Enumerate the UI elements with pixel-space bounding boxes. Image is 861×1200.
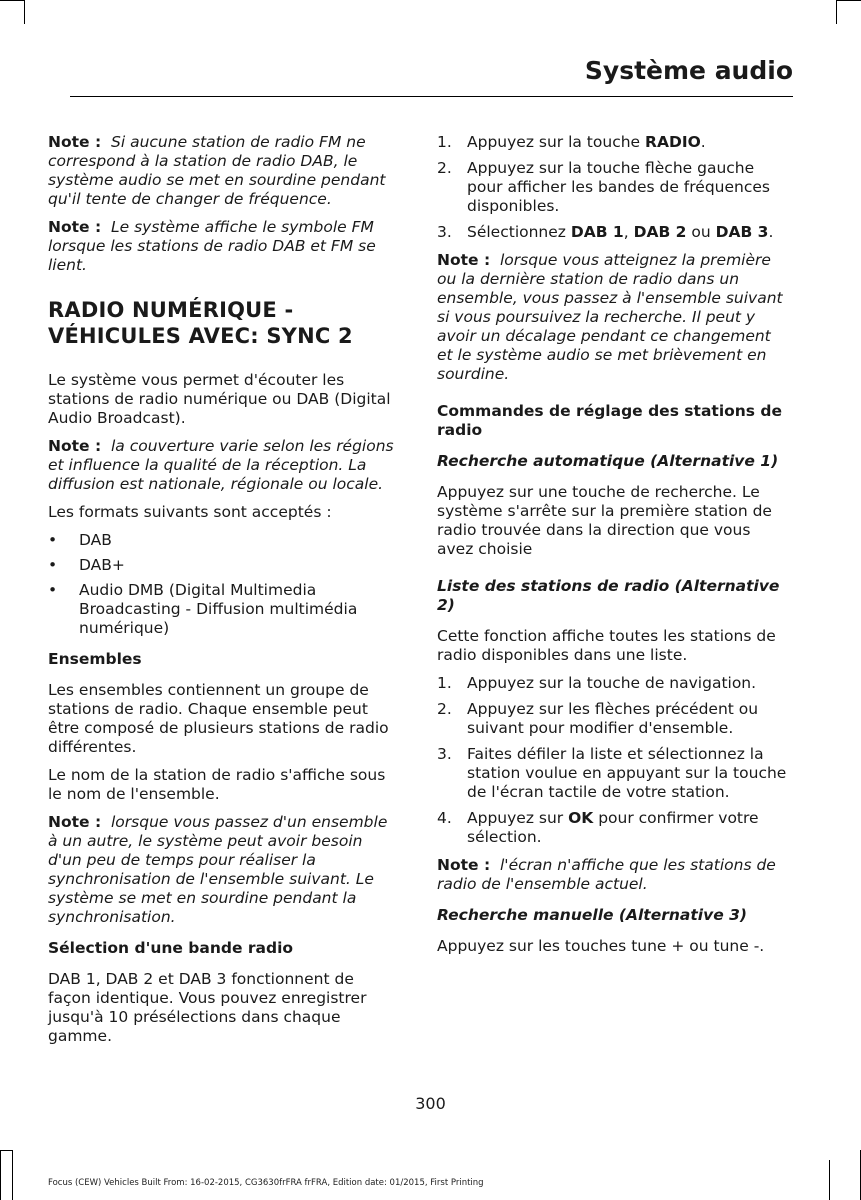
note-label: Note : bbox=[48, 133, 102, 151]
note-label: Note : bbox=[48, 813, 102, 831]
note-text: l'écran n'affiche que les stations de radio de l'ensemble actuel. bbox=[437, 856, 776, 893]
controls-heading: Commandes de réglage des stations de radio bbox=[437, 402, 783, 439]
header-divider bbox=[70, 96, 793, 97]
crop-mark bbox=[12, 1150, 13, 1200]
step-text: , bbox=[623, 223, 634, 241]
ensembles-paragraph-2: Le nom de la station de radio s'affiche sous le nom de l'ensemble. bbox=[48, 766, 386, 803]
step-key: DAB 1 bbox=[570, 223, 624, 241]
step-text: Appuyez sur bbox=[467, 809, 569, 827]
station-list-steps bbox=[437, 674, 789, 847]
crop-mark bbox=[837, 0, 861, 1]
ensembles-paragraph-1: Les ensembles contiennent un groupe de stations de radio. Chaque ensemble peut être composé de plusieurs stations de radio différentes. bbox=[48, 681, 389, 756]
footer-edition-info: Focus (CEW) Vehicles Built From: 16-02-2015, CG3630frFRA frFRA, Edition date: 01/2015, First Printing bbox=[48, 1178, 484, 1188]
step-text: Faites défiler la liste et sélectionnez la station voulue en appuyant sur la touche de l'écran tactile de votre station. bbox=[467, 745, 787, 801]
note-fm-symbol bbox=[48, 218, 400, 275]
step-text: . bbox=[700, 133, 706, 151]
intro-paragraph: Le système vous permet d'écouter les stations de radio numérique ou DAB (Digital Audio Broadcast). bbox=[48, 371, 391, 427]
step-text: Appuyez sur la touche flèche gauche pour afficher les bandes de fréquences disponibles. bbox=[467, 159, 770, 215]
note-text: Le système affiche le symbole FM lorsque les stations de radio DAB et FM se lient. bbox=[48, 218, 376, 274]
band-selection-paragraph: DAB 1, DAB 2 et DAB 3 fonctionnent de façon identique. Vous pouvez enregistrer jusqu'à 10 présélections dans chaque gamme. bbox=[48, 970, 367, 1045]
note-text: la couverture varie selon les régions et influence la qualité de la réception. La diffusion est nationale, régionale ou locale. bbox=[48, 437, 394, 493]
section-title-line2: VÉHICULES AVEC: SYNC 2 bbox=[48, 324, 353, 348]
step-key: OK bbox=[568, 809, 594, 827]
left-column bbox=[48, 133, 400, 1055]
note-label: Note : bbox=[437, 251, 491, 269]
page-number: 300 bbox=[415, 1094, 446, 1113]
manual-search-paragraph: Appuyez sur les touches tune + ou tune -. bbox=[437, 937, 765, 955]
step-text: Appuyez sur la touche bbox=[467, 133, 646, 151]
list-item bbox=[437, 159, 789, 216]
list-item bbox=[437, 133, 789, 152]
step-key: DAB 3 bbox=[715, 223, 769, 241]
crop-mark bbox=[836, 0, 837, 24]
list-item: • DAB bbox=[48, 531, 400, 550]
step-text: Appuyez sur les flèches précédent ou suivant pour modifier d'ensemble. bbox=[467, 700, 759, 737]
note-text: lorsque vous atteignez la première ou la dernière station de radio dans un ensemble, vous passez à l'ensemble suivant si vous poursuivez la recherche. Il peut y avoir un décalage pendant ce changement et le système audio se met brièvement en sourdine. bbox=[437, 251, 783, 383]
list-item bbox=[437, 223, 789, 242]
crop-mark bbox=[829, 1160, 830, 1200]
section-title bbox=[48, 297, 400, 349]
auto-search-paragraph: Appuyez sur une touche de recherche. Le système s'arrête sur la première station de radio trouvée dans la direction que vous avez choisie bbox=[437, 483, 772, 558]
step-number: 2. bbox=[437, 159, 452, 177]
list-item bbox=[437, 809, 789, 847]
step-number: 2. bbox=[437, 700, 452, 718]
note-label: Note : bbox=[48, 218, 102, 236]
step-number: 4. bbox=[437, 809, 452, 827]
step-key: DAB 2 bbox=[633, 223, 687, 241]
note-current-ensemble bbox=[437, 856, 789, 894]
step-text: ou bbox=[686, 223, 716, 241]
station-list-heading: Liste des stations de radio (Alternative 2) bbox=[437, 577, 780, 614]
right-column bbox=[437, 133, 789, 965]
band-selection-heading: Sélection d'une bande radio bbox=[48, 939, 294, 957]
note-coverage bbox=[48, 437, 400, 494]
step-text: Sélectionnez bbox=[467, 223, 571, 241]
step-number: 1. bbox=[437, 133, 452, 151]
list-item: • DAB+ bbox=[48, 556, 400, 575]
step-text: Appuyez sur la touche de navigation. bbox=[467, 674, 757, 692]
step-number: 3. bbox=[437, 745, 452, 763]
note-fm-mute bbox=[48, 133, 400, 209]
crop-mark bbox=[0, 1150, 1, 1200]
crop-mark bbox=[0, 0, 24, 1]
note-label: Note : bbox=[48, 437, 102, 455]
step-key: RADIO bbox=[645, 133, 701, 151]
auto-search-heading: Recherche automatique (Alternative 1) bbox=[437, 452, 779, 470]
step-number: 1. bbox=[437, 674, 452, 692]
note-ensemble-change bbox=[437, 251, 789, 384]
page-title: Système audio bbox=[584, 56, 793, 85]
band-steps-list bbox=[437, 133, 789, 242]
step-text: . bbox=[768, 223, 774, 241]
crop-mark bbox=[0, 1150, 12, 1151]
formats-intro: Les formats suivants sont acceptés : bbox=[48, 503, 332, 521]
list-item bbox=[437, 674, 789, 693]
manual-search-heading: Recherche manuelle (Alternative 3) bbox=[437, 906, 747, 924]
note-label: Note : bbox=[437, 856, 491, 874]
note-text: lorsque vous passez d'un ensemble à un autre, le système peut avoir besoin d'un peu de temps pour réaliser la synchronisation de l'ensemble suivant. Le système se met en sourdine pendant la synchronisation. bbox=[48, 813, 388, 926]
note-text: Si aucune station de radio FM ne correspond à la station de radio DAB, le système audio se met en sourdine pendant qu'il tente de changer de fréquence. bbox=[48, 133, 386, 208]
crop-mark bbox=[24, 0, 25, 24]
step-text: pour confirmer votre sélection. bbox=[467, 809, 759, 846]
section-title-line1: RADIO NUMÉRIQUE - bbox=[48, 298, 294, 322]
formats-list bbox=[48, 531, 400, 638]
list-item: • Audio DMB (Digital Multimedia Broadcasting - Diffusion multimédia numérique) bbox=[48, 581, 400, 638]
note-ensemble-sync bbox=[48, 813, 400, 927]
list-item bbox=[437, 700, 789, 738]
ensembles-heading: Ensembles bbox=[48, 650, 142, 668]
list-item bbox=[437, 745, 789, 802]
station-list-paragraph: Cette fonction affiche toutes les stations de radio disponibles dans une liste. bbox=[437, 627, 776, 664]
step-number: 3. bbox=[437, 223, 452, 241]
